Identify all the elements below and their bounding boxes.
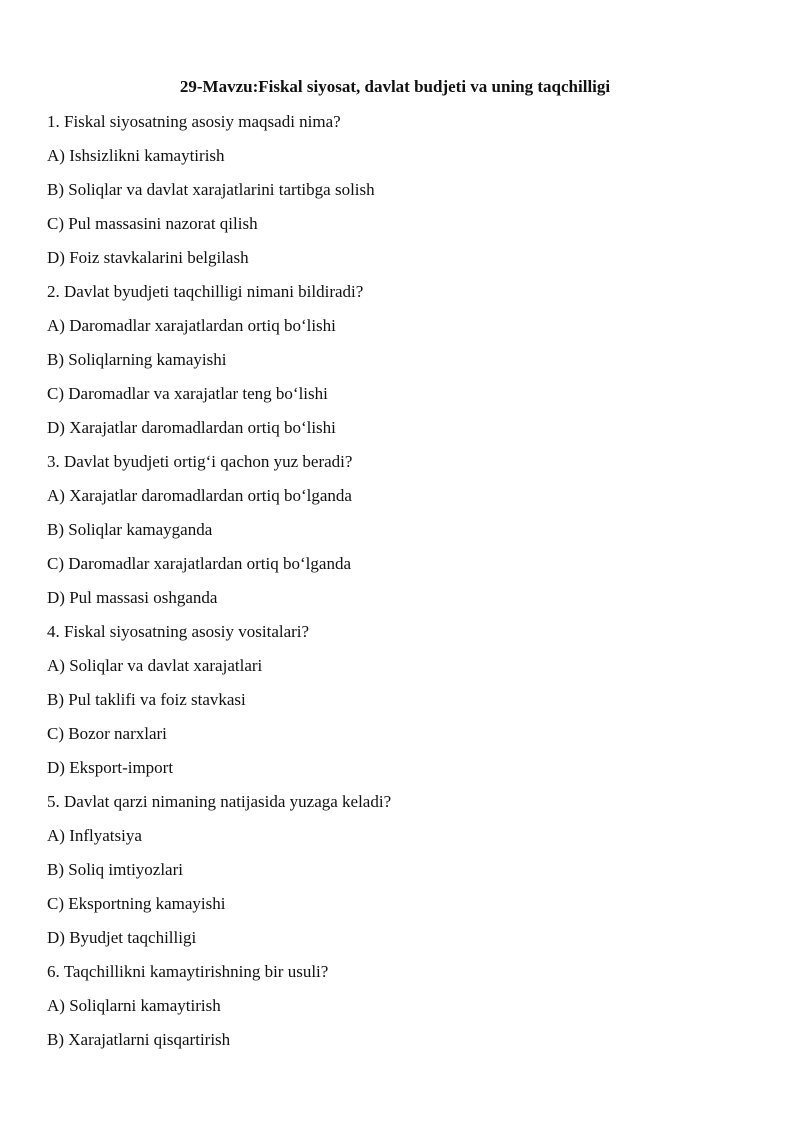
page-title: 29-Mavzu:Fiskal siyosat, davlat budjeti va uning taqchilligi [179,77,611,96]
question-4-option-b: B) Pul taklifi va foiz stavkasi [47,690,246,709]
question-3-option-c: C) Daromadlar xarajatlardan ortiq bo‘lganda [47,554,351,573]
question-1-option-b: B) Soliqlar va davlat xarajatlarini tartibga solish [47,180,375,199]
question-1: 1. Fiskal siyosatning asosiy maqsadi nima? [47,112,341,131]
question-6-option-a: A) Soliqlarni kamaytirish [47,996,221,1015]
question-4-option-a: A) Soliqlar va davlat xarajatlari [47,656,263,675]
question-2-option-b: B) Soliqlarning kamayishi [47,350,227,369]
question-2-option-d: D) Xarajatlar daromadlardan ortiq bo‘lishi [47,418,336,437]
question-4-option-c: C) Bozor narxlari [47,724,167,743]
question-3: 3. Davlat byudjeti ortig‘i qachon yuz beradi? [47,452,353,471]
question-2-option-c: C) Daromadlar va xarajatlar teng bo‘lishi [47,384,328,403]
question-4-option-d: D) Eksport-import [47,758,174,777]
question-2: 2. Davlat byudjeti taqchilligi nimani bildiradi? [47,282,364,301]
question-1-option-a: A) Ishsizlikni kamaytirish [47,146,225,165]
question-5-option-d: D) Byudjet taqchilligi [47,928,197,947]
question-6: 6. Taqchillikni kamaytirishning bir usuli? [47,962,329,981]
question-3-option-a: A) Xarajatlar daromadlardan ortiq bo‘lganda [47,486,352,505]
question-2-option-a: A) Daromadlar xarajatlardan ortiq bo‘lishi [47,316,336,335]
question-3-option-b: B) Soliqlar kamayganda [47,520,213,539]
question-5-option-c: C) Eksportning kamayishi [47,894,226,913]
question-5: 5. Davlat qarzi nimaning natijasida yuzaga keladi? [47,792,392,811]
question-3-option-d: D) Pul massasi oshganda [47,588,218,607]
question-1-option-c: C) Pul massasini nazorat qilish [47,214,258,233]
question-4: 4. Fiskal siyosatning asosiy vositalari? [47,622,310,641]
question-list [47,110,767,1062]
question-6-option-b: B) Xarajatlarni qisqartirish [47,1030,231,1049]
question-5-option-a: A) Inflyatsiya [47,826,142,845]
question-5-option-b: B) Soliq imtiyozlari [47,860,183,879]
question-1-option-d: D) Foiz stavkalarini belgilash [47,248,249,267]
